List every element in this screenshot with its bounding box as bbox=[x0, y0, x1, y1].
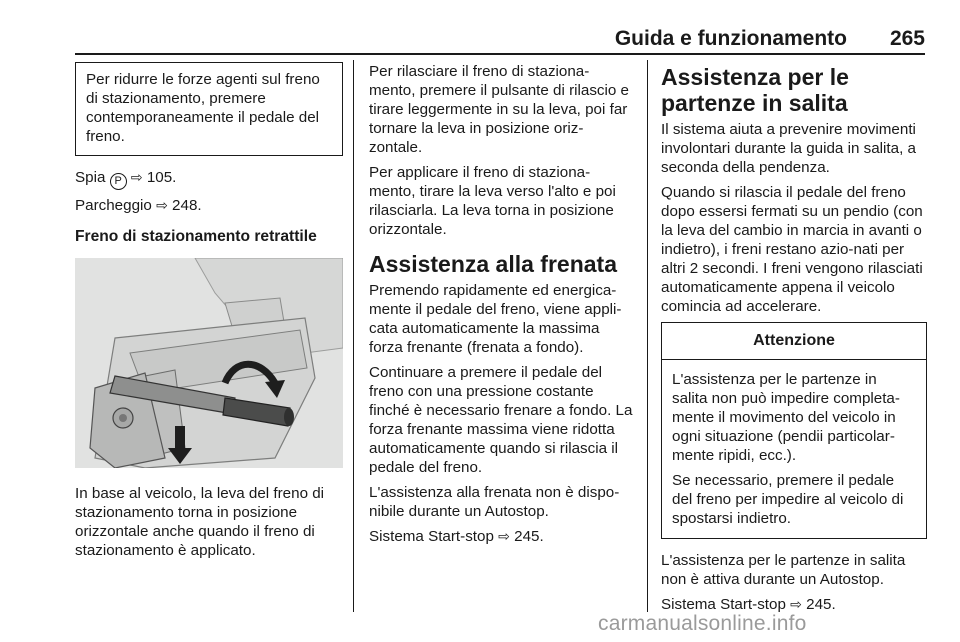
heading-brake-assist: Assistenza alla frenata bbox=[369, 251, 618, 277]
parking-brake-icon: P bbox=[110, 173, 127, 190]
brake-assist-text-2: Continuare a premere il pedale del freno con una pressione costante finché è necessario frenare a fondo. La forza frenante massima viene ridotta automaticamente quando si rilascia il pedale del freno. bbox=[369, 364, 633, 476]
warning-body bbox=[662, 360, 926, 538]
warning-text-1: L'assistenza per le partenze in salita non può impedire completa-mente il movimento del veicolo in ogni situazione (pendii particolar-mente ripidi, ecc.). bbox=[672, 371, 900, 464]
start-stop-page-link[interactable]: 245. bbox=[514, 528, 544, 545]
brake-assist-text-3: L'assistenza alla frenata non è dispo-nibile durante un Autostop. bbox=[369, 484, 620, 520]
start-stop-reference: Sistema Start-stop ⇨ 245. bbox=[661, 596, 836, 613]
hill-assist-text-3: L'assistenza per le partenze in salita non è attiva durante un Autostop. bbox=[661, 552, 906, 588]
hill-assist-text-2: Quando si rilascia il pedale del freno dopo essersi fermati su un pendio (con la leva del cambio in marcia in avanti o indietro), i freni restano azio-nati per altri 2 secondi. I freni vengono rilasciati automaticamente appena il veicolo comincia ad accelerare. bbox=[661, 184, 923, 315]
spia-page-link[interactable]: 105. bbox=[146, 169, 177, 186]
handbrake-lever-illustration bbox=[75, 258, 343, 468]
ref-arrow-icon: ⇨ bbox=[130, 169, 143, 185]
section-title: Guida e funzionamento bbox=[614, 27, 847, 50]
column-3 bbox=[661, 62, 927, 620]
hill-assist-text-1: Il sistema aiuta a prevenire movimenti involontari durante la guida in salita, a seconda della pendenza. bbox=[661, 121, 916, 176]
watermark: carmanualsonline.info bbox=[598, 612, 807, 635]
ref-arrow-icon: ⇨ bbox=[790, 596, 802, 612]
brake-assist-text-1: Premendo rapidamente ed energica-mente il pedale del freno, viene appli-cata automaticamente la massima forza frenante (frenata a fondo). bbox=[369, 282, 622, 356]
spia-reference: Spia P ⇨ 105. bbox=[75, 168, 343, 190]
ref-arrow-icon: ⇨ bbox=[498, 528, 510, 544]
column-divider-1 bbox=[353, 60, 354, 612]
header-rule bbox=[75, 53, 925, 55]
start-stop-reference: Sistema Start-stop ⇨ 245. bbox=[369, 528, 544, 545]
parcheggio-page-link[interactable]: 248. bbox=[172, 197, 202, 214]
note-box bbox=[75, 62, 343, 156]
column-divider-2 bbox=[647, 60, 648, 612]
apply-brake-text: Per applicare il freno di staziona-mento, tirare la leva verso l'alto e poi rilasciarla. La leva torna in posizione orizzontale. bbox=[369, 164, 616, 238]
column-2 bbox=[369, 62, 633, 552]
page-number: 265 bbox=[889, 27, 925, 50]
column-1 bbox=[75, 62, 343, 566]
warning-box bbox=[661, 322, 927, 539]
note-text: Per ridurre le forze agenti sul freno di stazionamento, premere contemporaneamente il pedale del freno. bbox=[86, 71, 320, 145]
heading-hill-start-assist: Assistenza per le partenze in salita bbox=[661, 64, 849, 116]
parcheggio-reference: Parcheggio ⇨ 248. bbox=[75, 197, 202, 214]
release-brake-text: Per rilasciare il freno di staziona-mento, premere il pulsante di rilascio e tirare leggermente in su la leva, poi far tornare la leva in posizione oriz-zontale. bbox=[369, 63, 629, 156]
subheading-retractable-brake: Freno di stazionamento retrattile bbox=[75, 228, 317, 245]
retractable-brake-text: In base al veicolo, la leva del freno di stazionamento torna in posizione orizzontale anche quando il freno di stazionamento è applicato. bbox=[75, 485, 325, 559]
start-stop-page-link[interactable]: 245. bbox=[806, 596, 836, 613]
page-header bbox=[75, 22, 925, 52]
warning-title: Attenzione bbox=[662, 323, 926, 360]
warning-text-2: Se necessario, premere il pedale del freno per impedire al veicolo di spostarsi indietro. bbox=[672, 472, 904, 527]
ref-arrow-icon: ⇨ bbox=[156, 197, 168, 213]
